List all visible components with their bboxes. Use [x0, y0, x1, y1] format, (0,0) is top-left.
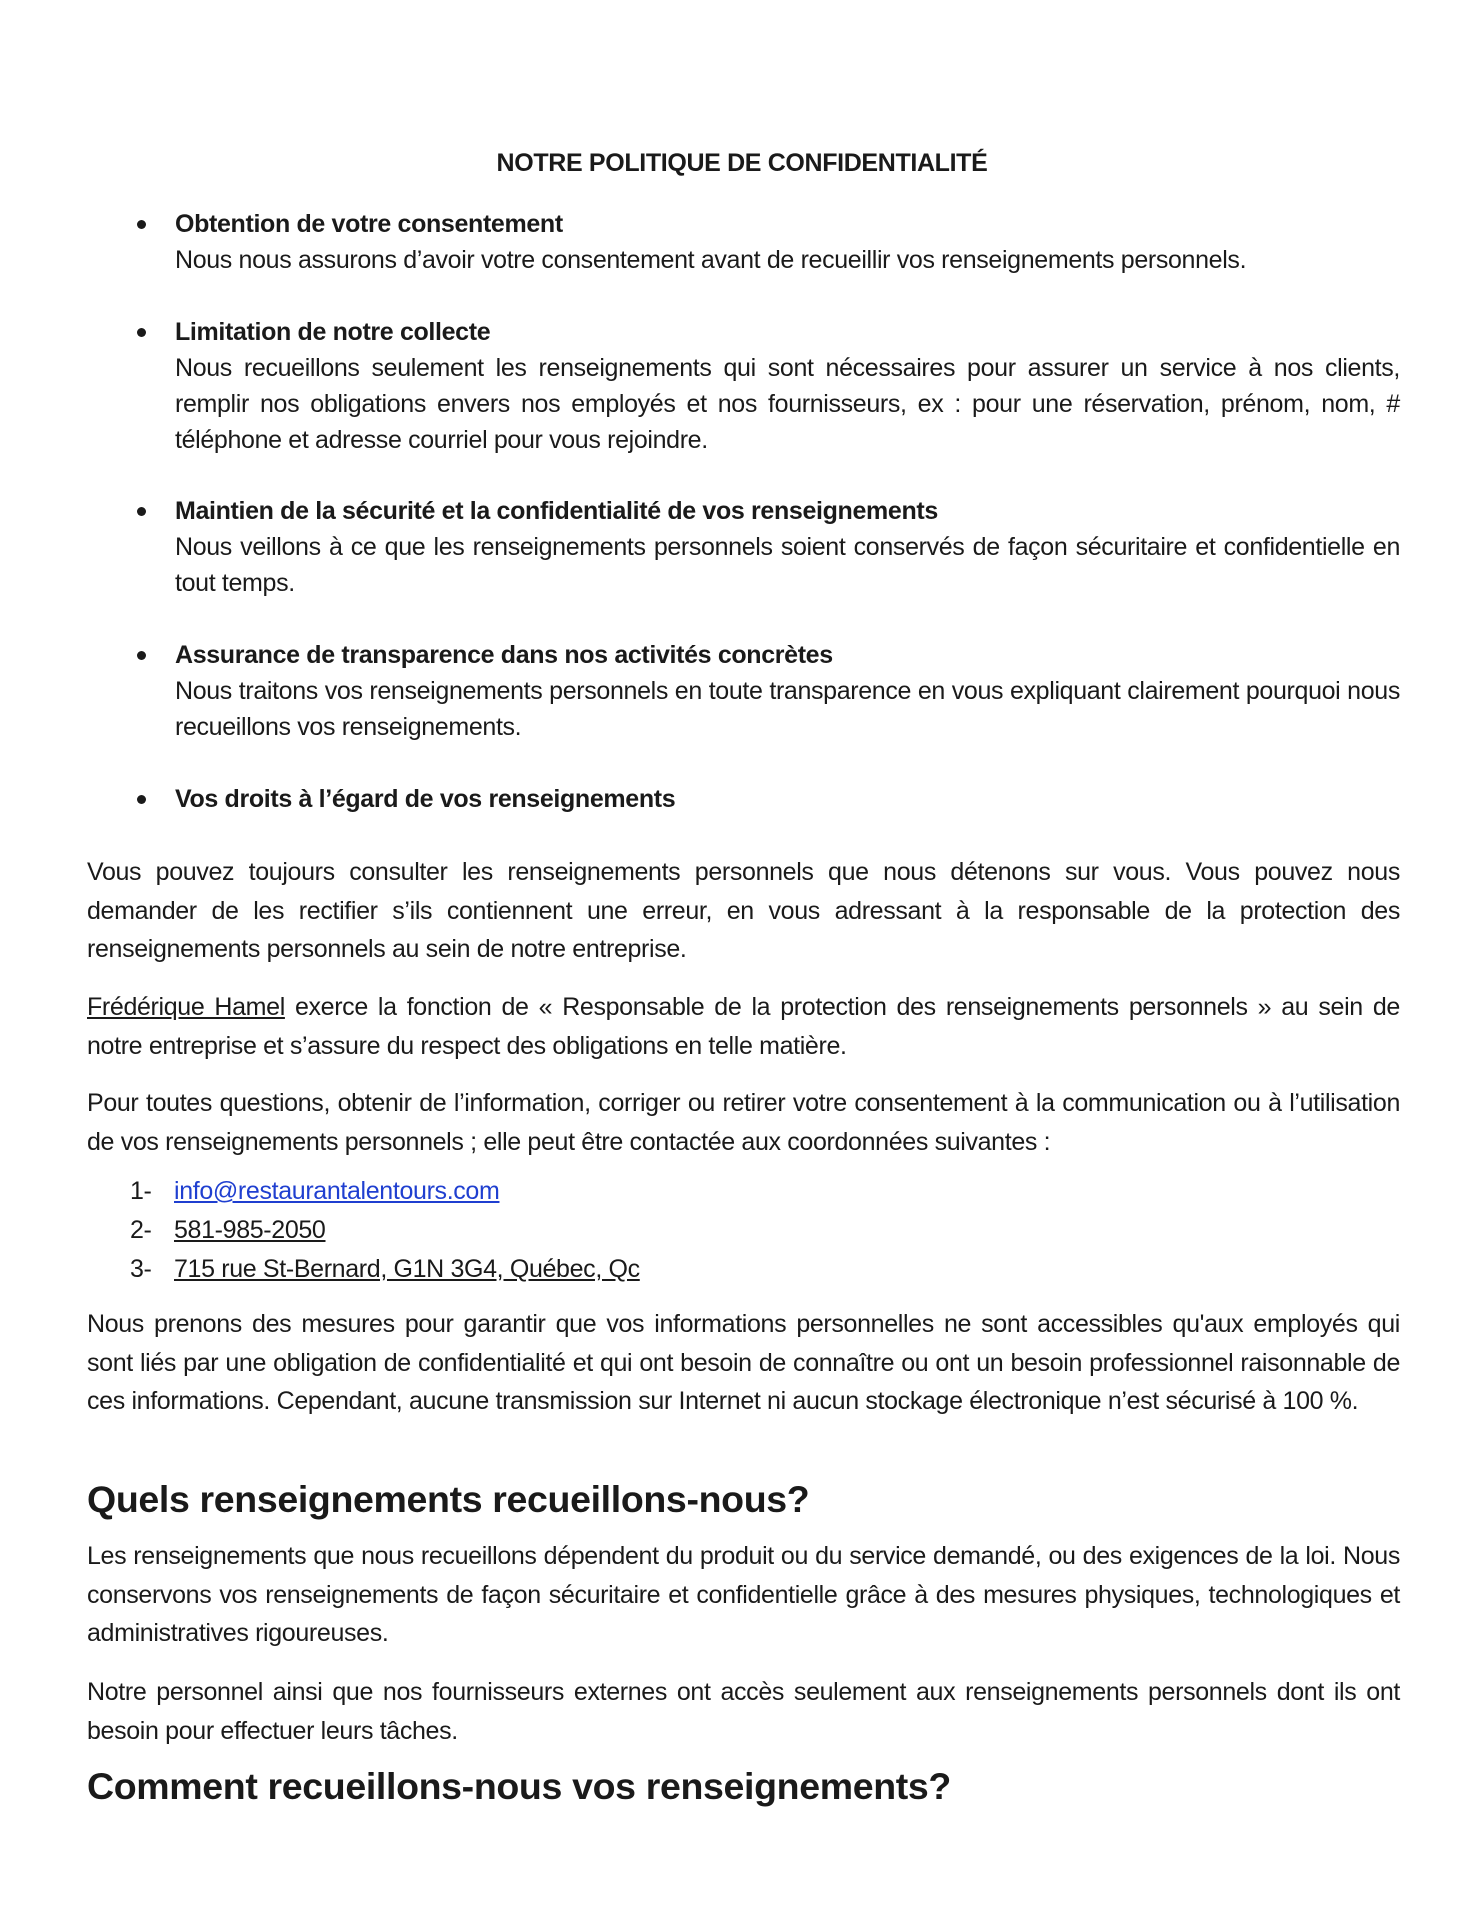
list-item [175, 781, 1400, 817]
phone-number: 581-985-2050 [174, 1216, 326, 1244]
bullet-icon [137, 220, 146, 229]
contact-number: 2- [130, 1216, 152, 1244]
questions-paragraph: Pour toutes questions, obtenir de l’information, corriger ou retirer votre consentement à la communication ou à l’utilisation de vos renseignements personnels ; elle peut être contactée aux coordonnées suivantes : [87, 1089, 1400, 1156]
contact-email [87, 1172, 1400, 1211]
bullet-text: Nous traitons vos renseignements personnels en toute transparence en vous expliquant clairement pourquoi nous recueillons vos renseignements. [175, 677, 1400, 741]
responsible-paragraph [87, 988, 1400, 1065]
email-link[interactable]: info@restaurantalentours.com [174, 1177, 500, 1205]
bullet-icon [137, 328, 146, 337]
bullet-heading: Assurance de transparence dans nos activités concrètes [175, 641, 833, 669]
list-item [175, 493, 1400, 601]
responsible-name: Frédérique Hamel [87, 993, 285, 1021]
contact-list [87, 1172, 1400, 1289]
address: 715 rue St-Bernard, G1N 3G4, Québec, Qc [174, 1255, 640, 1283]
bullet-text: Nous veillons à ce que les renseignements personnels soient conservés de façon sécuritaire et confidentielle en tout temps. [175, 533, 1400, 597]
contact-address [87, 1250, 1400, 1289]
bullet-heading: Obtention de votre consentement [175, 210, 563, 238]
bullet-icon [137, 651, 146, 660]
bullet-text: Nous nous assurons d’avoir votre consentement avant de recueillir vos renseignements personnels. [175, 246, 1247, 274]
rights-paragraph: Vous pouvez toujours consulter les renseignements personnels que nous détenons sur vous. Vous pouvez nous demander de les rectifier s’ils contiennent une erreur, en vous adressant à la responsable de la protection des renseignements personnels au sein de notre entreprise. [87, 858, 1400, 963]
list-item [175, 637, 1400, 745]
measures-paragraph: Nous prenons des mesures pour garantir que vos informations personnelles ne sont accessibles qu'aux employés qui sont liés par une obligation de confidentialité et qui ont besoin de connaître ou ont un besoin professionnel raisonnable de ces informations. Cependant, aucune transmission sur Internet ni aucun stockage électronique n’est sécurisé à 100 %. [87, 1310, 1400, 1415]
what-heading: Quels renseignements recueillons-nous? [87, 1478, 810, 1520]
list-item [175, 314, 1400, 458]
list-item [175, 206, 1400, 278]
bullet-heading: Vos droits à l’égard de vos renseignements [175, 785, 676, 813]
bullet-heading: Limitation de notre collecte [175, 318, 491, 346]
page-title: NOTRE POLITIQUE DE CONFIDENTIALITÉ [496, 149, 988, 177]
bullet-icon [137, 507, 146, 516]
contact-number: 1- [130, 1177, 152, 1205]
staff-paragraph: Notre personnel ainsi que nos fournisseurs externes ont accès seulement aux renseignements personnels dont ils ont besoin pour effectuer leurs tâches. [87, 1678, 1400, 1745]
bullet-icon [137, 795, 146, 804]
responsible-description: exerce la fonction de « Responsable de la protection des renseignements personnels » au sein de notre entreprise et s’assure du respect des obligations en telle matière. [87, 993, 1400, 1060]
bullet-text: Nous recueillons seulement les renseignements qui sont nécessaires pour assurer un service à nos clients, remplir nos obligations envers nos employés et nos fournisseurs, ex : pour une réservation, prénom, nom, # téléphone et adresse courriel pour vous rejoindre. [175, 354, 1400, 454]
what-paragraph: Les renseignements que nous recueillons dépendent du produit ou du service demandé, ou des exigences de la loi. Nous conservons vos renseignements de façon sécuritaire et confidentielle grâce à des mesures physiques, technologiques et administratives rigoureuses. [87, 1542, 1400, 1647]
bullet-heading: Maintien de la sécurité et la confidentialité de vos renseignements [175, 497, 938, 525]
how-heading: Comment recueillons-nous vos renseignements? [87, 1765, 951, 1807]
contact-number: 3- [130, 1255, 152, 1283]
contact-phone [87, 1211, 1400, 1250]
